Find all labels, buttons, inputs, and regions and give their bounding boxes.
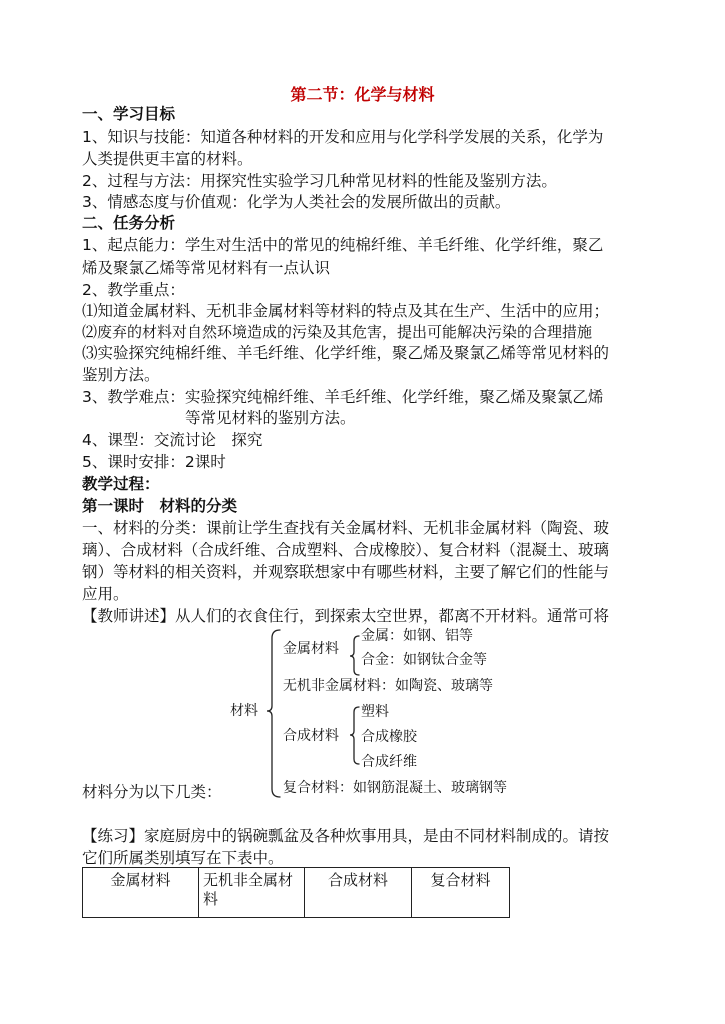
diagram-synthetic-label: 合成材料	[283, 728, 339, 744]
text-line: 3、情感态度与价值观：化学为人类社会的发展所做出的贡献。	[82, 193, 511, 211]
text-line: 【练习】家庭厨房中的锅碗瓢盆及各种炊事用具，是由不同材料制成的。请按	[82, 827, 610, 845]
text-line: 人类提供更丰富的材料。	[82, 150, 253, 168]
text-line: ⑶实验探究纯棉纤维、羊毛纤维、化学纤维，聚乙烯及聚氯乙烯等常见材料的	[82, 344, 610, 362]
main-brace	[267, 630, 280, 797]
heading-task-analysis: 二、任务分析	[82, 214, 176, 232]
table-cell-metal: 金属材料	[83, 868, 199, 918]
page-title: 第二节：化学与材料	[290, 85, 435, 104]
text-line: 【教师讲述】从人们的衣食住行，到探索太空世界，都离不开材料。通常可将	[82, 607, 610, 625]
heading-teaching-process: 教学过程：	[82, 475, 160, 493]
text-line: 钢）等材料的相关资料，并观察联想家中有哪些材料，主要了解它们的性能与	[82, 563, 610, 581]
table-row	[83, 868, 510, 918]
table-cell-synthetic: 合成材料	[305, 868, 412, 918]
synthetic-brace	[350, 707, 359, 764]
text-line: 璃）、合成材料（合成纤维、合成塑料、合成橡胶）、复合材料（混凝土、玻璃	[82, 541, 610, 559]
materials-classification-diagram	[225, 627, 555, 802]
text-line: 1、起点能力：学生对生活中的常见的纯棉纤维、羊毛纤维、化学纤维，聚乙	[82, 236, 604, 254]
text-line: 2、教学重点：	[82, 281, 185, 299]
diagram-fiber-label: 合成纤维	[361, 754, 417, 770]
heading-first-lesson: 第一课时 材料的分类	[82, 497, 238, 515]
text-line: 4、课型：交流讨论 探究	[82, 431, 263, 449]
text-line: 鉴别方法。	[82, 366, 160, 384]
text-line: 5、课时安排：2课时	[82, 453, 226, 471]
text-line: 2、过程与方法：用探究性实验学习几种常见材料的性能及鉴别方法。	[82, 172, 557, 190]
diagram-composite-label: 复合材料：如钢筋混凝土、玻璃钢等	[283, 780, 507, 796]
materials-table	[82, 867, 510, 918]
text-line: 材料分为以下几类：	[82, 783, 222, 801]
text-line: 应用。	[82, 585, 129, 603]
text-line: ⑵废弃的材料对自然环境造成的污染及其危害，提出可能解决污染的合理措施	[82, 323, 593, 341]
text-line: ⑴知道金属材料、无机非金属材料等材料的特点及其在生产、生活中的应用；	[82, 302, 610, 320]
diagram-alloy-label: 合金：如钢钛合金等	[361, 652, 487, 668]
text-line: 等常见材料的鉴别方法。	[185, 409, 356, 427]
text-line: 一、材料的分类：课前让学生查找有关金属材料、无机非金属材料（陶瓷、玻	[82, 519, 610, 537]
diagram-inorganic-label: 无机非金属材料：如陶瓷、玻璃等	[283, 678, 493, 694]
diagram-plastic-label: 塑料	[361, 704, 389, 720]
table-cell-inorganic: 无机非全属材料	[199, 868, 305, 918]
text-line: 1、知识与技能：知道各种材料的开发和应用与化学科学发展的关系，化学为	[82, 128, 604, 146]
diagram-root-label: 材料	[230, 703, 258, 719]
metal-brace	[350, 636, 359, 675]
diagram-metal-sub-label: 金属：如钢、铝等	[361, 628, 473, 644]
text-line: 烯及聚氯乙烯等常见材料有一点认识	[82, 259, 331, 277]
diagram-metal-label: 金属材料	[283, 641, 339, 657]
heading-learning-goals: 一、学习目标	[82, 105, 176, 123]
table-cell-composite: 复合材料	[412, 868, 510, 918]
diagram-rubber-label: 合成橡胶	[361, 729, 417, 745]
text-line: 它们所属类别填写在下表中。	[82, 849, 284, 867]
text-line: 3、教学难点：实验探究纯棉纤维、羊毛纤维、化学纤维，聚乙烯及聚氯乙烯	[82, 388, 604, 406]
